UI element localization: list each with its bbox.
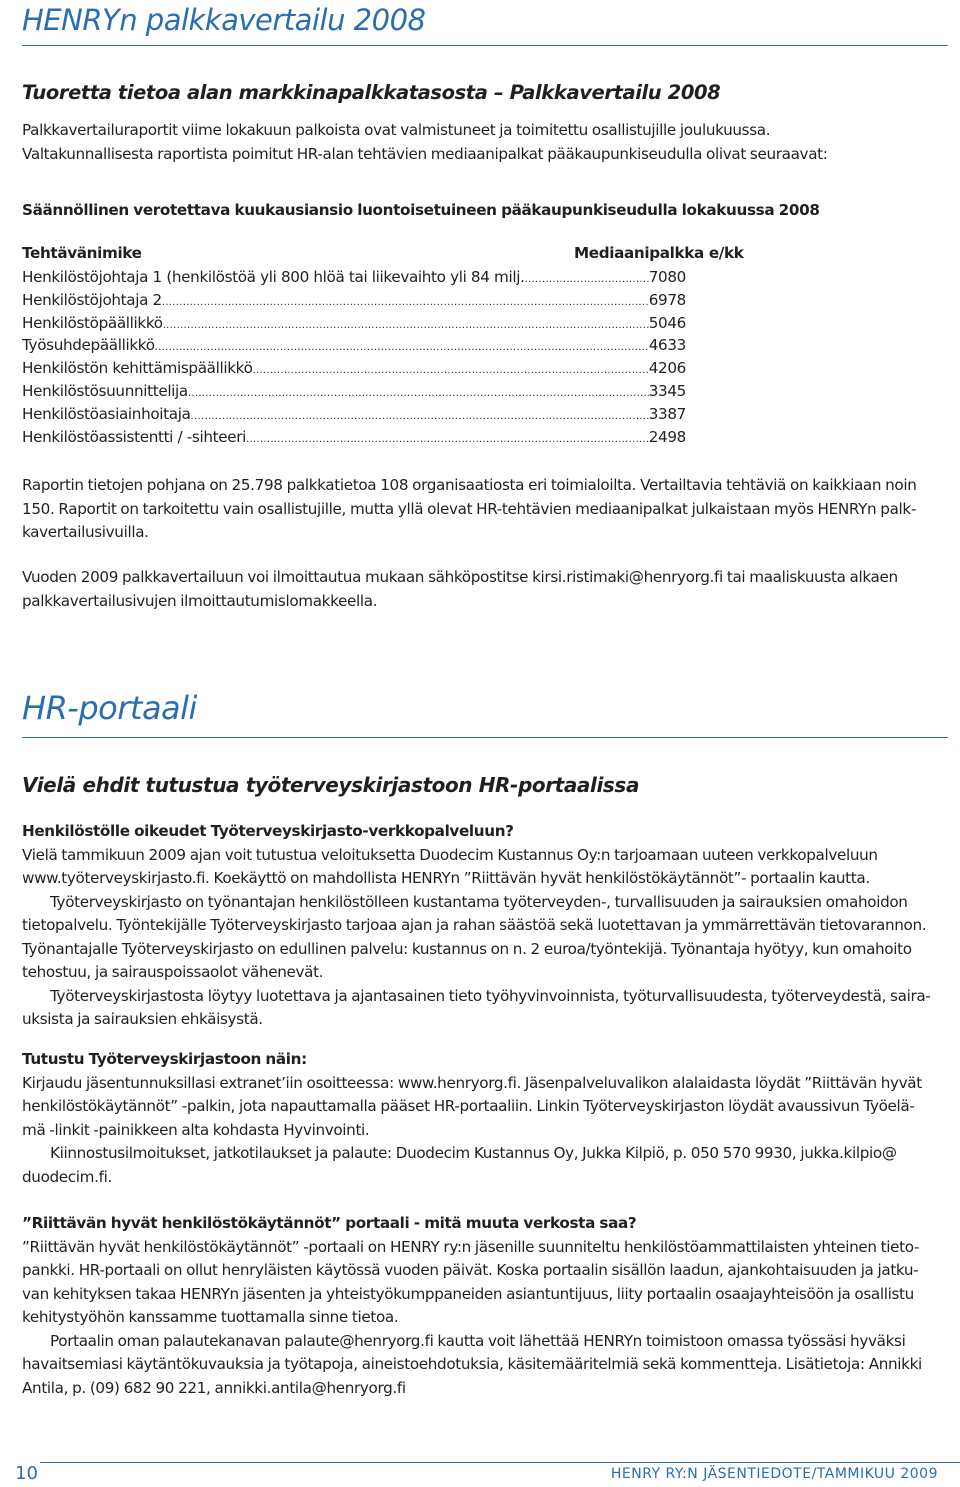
dot-leader <box>191 411 649 422</box>
salary-table-header <box>22 244 762 268</box>
publication-name: HENRY RY:N JÄSENTIEDOTE/TAMMIKUU 2009 <box>610 1466 938 1482</box>
section-subtitle-palkkavertailu: Tuoretta tietoa alan markkinapalkkatasosta – Palkkavertailu 2008 <box>22 81 721 104</box>
table-title: Säännöllinen verotettava kuukausiansio luontoisetuineen pääkaupunkiseudulla lokakuussa 2008 <box>22 201 820 219</box>
text-line: Työnantajalle Työterveyskirjasto on edullinen palvelu: kustannus on n. 2 euroa/työntekijä. Työnantaja hyötyy, kun omahoito <box>22 939 912 958</box>
dot-leader <box>188 388 649 399</box>
table-row <box>22 359 686 382</box>
row-value: 4206 <box>648 359 686 378</box>
dot-leader <box>155 342 649 353</box>
block-heading: ”Riittävän hyvät henkilöstökäytännöt” portaali - mitä muuta verkosta saa? <box>22 1214 637 1232</box>
occupational-health-library-block <box>22 820 957 1032</box>
text-line: palkkavertailusivujen ilmoittautumislomakkeella. <box>22 591 378 610</box>
table-row <box>22 382 686 405</box>
table-row <box>22 314 686 337</box>
text-line: kehitystyöhön kanssamme tuottamalla sinne tietoa. <box>22 1308 399 1326</box>
row-value: 5046 <box>648 313 686 332</box>
text-line: Työterveyskirjasto on työnantajan henkilöstölleen kustantama työterveyden-, turvallisuuden ja sairauksien omahoidon <box>50 892 908 911</box>
dot-leader <box>246 434 649 445</box>
column-header-title: Tehtävänimike <box>22 244 142 262</box>
column-header-salary: Mediaanipalkka e/kk <box>574 244 744 262</box>
text-line: pankki. HR-portaali on ollut henryläisten käytössä vuoden päivät. Koska portaalin sisällön laadun, ajankohtaisuuden ja jatku- <box>22 1261 919 1279</box>
section-divider <box>22 737 948 738</box>
row-value: 3387 <box>648 404 686 423</box>
row-title: Henkilöstön kehittämispäällikkö <box>22 359 253 378</box>
block-heading: Henkilöstölle oikeudet Työterveyskirjasto-verkkopalveluun? <box>22 822 514 840</box>
row-title: Henkilöstöjohtaja 2 <box>22 290 162 309</box>
text-line: kavertailusivuilla. <box>22 523 149 541</box>
table-row <box>22 291 686 314</box>
section-title-palkkavertailu: HENRYn palkkavertailu 2008 <box>22 3 426 37</box>
text-line: Kirjaudu jäsentunnuksillasi extranet’iin osoitteessa: www.henryorg.fi. Jäsenpalveluvalikon alalaidasta löydät ”Riittävän hyvät <box>22 1073 922 1092</box>
text-line: havaitsemiasi käytäntökuvauksia ja työtapoja, aineistoehdotuksia, käsitemääritelmiä sekä kommentteja. Lisätietoja: Annikki <box>22 1355 922 1373</box>
text-line: mä -linkit -painikkeen alta kohdasta Hyvinvointi. <box>22 1120 370 1139</box>
text-line: Vielä tammikuun 2009 ajan voit tutustua veloituksetta Duodecim Kustannus Oy:n tarjoamaan uuteen verkkopalveluun <box>22 845 878 864</box>
page-number: 10 <box>15 1463 38 1484</box>
text-line: Raportin tietojen pohjana on 25.798 palkkatietoa 108 organisaatiosta eri toimialoilta. Vertailtavia tehtäviä on kaikkiaan noin <box>22 476 917 494</box>
report-basis-paragraph <box>22 474 957 545</box>
dot-leader <box>253 365 649 376</box>
text-line: 150. Raportit on tarkoitettu vain osallistujille, mutta yllä olevat HR-tehtävien mediaanipalkat julkaistaan myös HENRYn palk- <box>22 499 916 518</box>
dot-leader <box>163 320 649 331</box>
text-line: duodecim.fi. <box>22 1167 112 1186</box>
row-title: Työsuhdepäällikkö <box>22 336 155 355</box>
row-title: Henkilöstösuunnittelija <box>22 381 188 400</box>
text-line: henkilöstökäytännöt” -palkin, jota napauttamalla pääset HR-portaaliin. Linkin Työterveyskirjaston löydät avaussivun Työelä- <box>22 1097 915 1115</box>
row-value: 6978 <box>648 290 686 309</box>
text-line: www.työterveyskirjasto.fi. Koekäyttö on mahdollista HENRYn ”Riittävän hyvät henkilöstökäytännöt”- portaalin kautta. <box>22 869 870 887</box>
text-line: uksista ja sairauksien ehkäisystä. <box>22 1010 263 1028</box>
row-value: 4633 <box>648 336 686 355</box>
text-line: Kiinnostusilmoitukset, jatkotilaukset ja palaute: Duodecim Kustannus Oy, Jukka Kilpiö, p. 050 570 9930, jukka.kilpio@ <box>50 1144 897 1162</box>
text-line: Työterveyskirjastosta löytyy luotettava ja ajantasainen tieto työhyvinvoinnista, työturvallisuudesta, työterveydestä, saira- <box>50 986 931 1005</box>
row-value: 2498 <box>648 427 686 446</box>
table-row <box>22 405 686 428</box>
row-title: Henkilöstöjohtaja 1 (henkilöstöä yli 800 hlöä tai liikevaihto yli 84 milj. <box>22 268 525 286</box>
section-title-hr-portaali: HR-portaali <box>22 689 197 727</box>
text-line: van kehityksen takaa HENRYn jäsenten ja yhteistyökumppaneiden asiantuntijuus, liity portaalin osaajayhteisöön ja osallistu <box>22 1284 914 1303</box>
table-row <box>22 268 686 291</box>
dot-leader <box>525 274 649 285</box>
row-title: Henkilöstöpäällikkö <box>22 313 163 332</box>
how-to-access-block <box>22 1048 957 1189</box>
footer-divider <box>40 1462 960 1463</box>
section-subtitle-hr-portaali: Vielä ehdit tutustua työterveyskirjastoon HR-portaalissa <box>22 773 640 797</box>
registration-paragraph <box>22 566 957 613</box>
text-line: tietopalvelu. Työntekijälle Työterveyskirjasto tarjoaa ajan ja rahan säästöä sekä luotettavan ja ymmärrettävän tietovarannon. <box>22 916 927 934</box>
table-row <box>22 428 686 451</box>
row-value: 7080 <box>648 268 686 286</box>
intro-paragraph <box>22 119 947 166</box>
table-row <box>22 336 686 359</box>
salary-table <box>22 244 762 450</box>
text-line: ”Riittävän hyvät henkilöstökäytännöt” -portaali on HENRY ry:n jäsenille suunniteltu henkilöstöammattilaisten yhteinen tieto- <box>22 1237 920 1256</box>
dot-leader <box>162 297 649 308</box>
intro-line: Valtakunnallisesta raportista poimitut HR-alan tehtävien mediaanipalkat pääkaupunkiseudulla olivat seuraavat: <box>22 144 828 163</box>
row-title: Henkilöstöassistentti / -sihteeri <box>22 427 246 446</box>
text-line: Antila, p. (09) 682 90 221, annikki.antila@henryorg.fi <box>22 1378 406 1397</box>
text-line: Portaalin oman palautekanavan palaute@henryorg.fi kautta voit lähettää HENRYn toimistoon omassa työssäsi hyväksi <box>50 1331 906 1350</box>
text-line: tehostuu, ja sairauspoissaolot vähenevät. <box>22 963 324 981</box>
row-value: 3345 <box>648 381 686 400</box>
section-divider <box>22 45 948 46</box>
text-line: Vuoden 2009 palkkavertailuun voi ilmoittautua mukaan sähköpostitse kirsi.ristimaki@henryorg.fi tai maaliskuusta alkaen <box>22 568 898 586</box>
portal-info-block <box>22 1212 957 1400</box>
row-title: Henkilöstöasiainhoitaja <box>22 404 191 423</box>
block-heading: Tutustu Työterveyskirjastoon näin: <box>22 1050 307 1068</box>
intro-line: Palkkavertailuraportit viime lokakuun palkoista ovat valmistuneet ja toimitettu osallistujille joulukuussa. <box>22 121 771 139</box>
